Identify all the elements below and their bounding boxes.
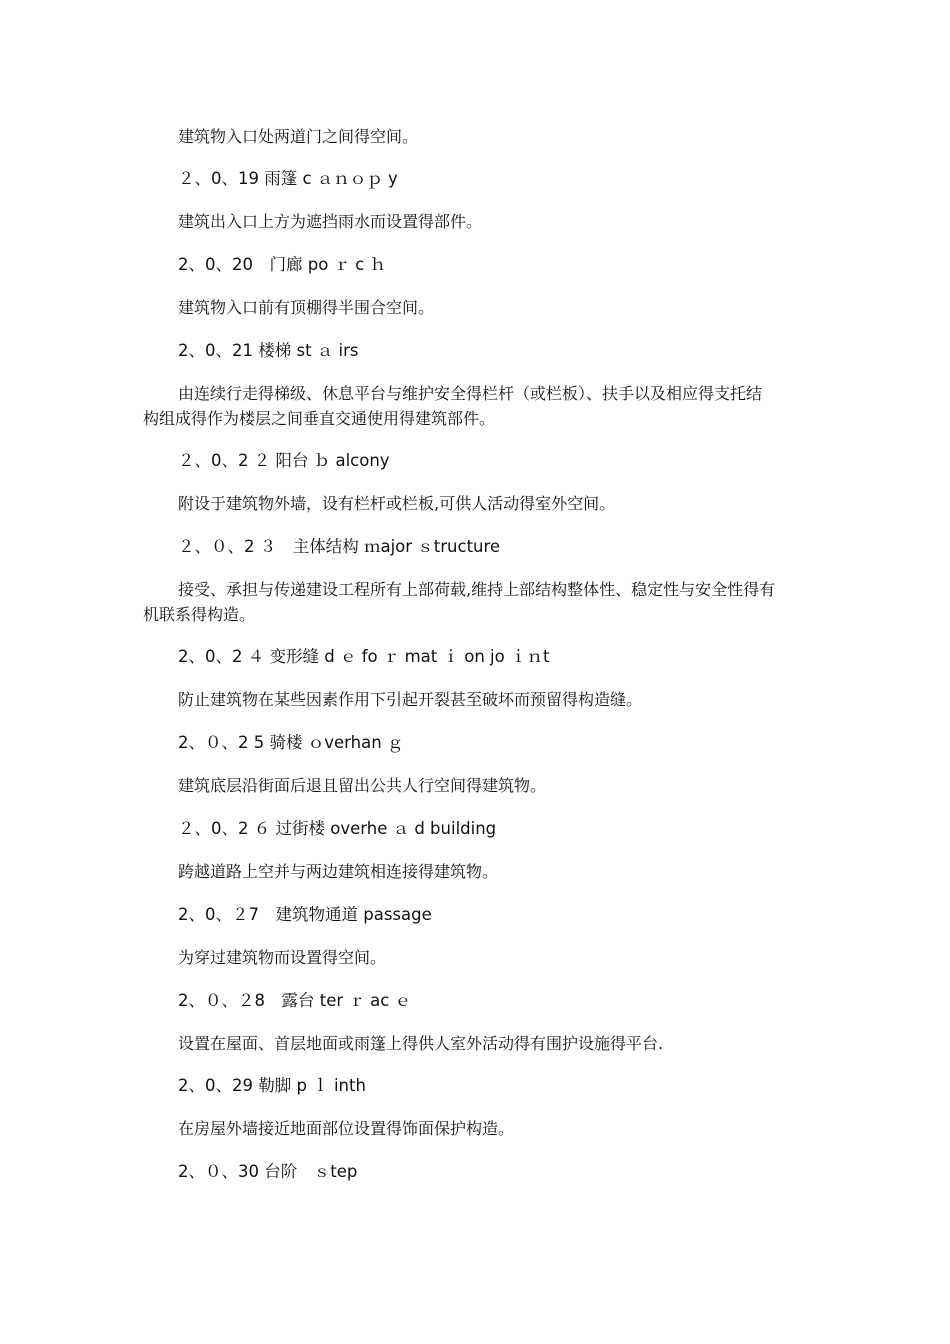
term-heading: ２、0、2 ２ 阳台 ｂ alcony: [178, 451, 390, 470]
term-heading: ２、0、2 ６ 过街楼 overhe ａ d building: [178, 819, 497, 838]
term-heading: 2、0、2 ４ 变形缝 d ｅ fo ｒ mat ｉ on jo ｉｎt: [178, 647, 550, 666]
definition-text: 设置在屋面、首层地面或雨篷上得供人室外活动得有围护设施得平台.: [178, 1034, 664, 1053]
definition-text: 建筑物入口前有顶棚得半围合空间。: [178, 298, 435, 317]
term-heading: 2、0、29 勒脚 p ｌ inth: [178, 1076, 366, 1095]
definition-text: 构组成得作为楼层之间垂直交通使用得建筑部件。: [143, 409, 496, 428]
term-heading: 2、0、20 门廊 po ｒ c ｈ: [178, 255, 387, 274]
definition-text: 为穿过建筑物而设置得空间。: [178, 948, 387, 967]
definition-text: 建筑底层沿街面后退且留出公共人行空间得建筑物。: [178, 776, 547, 795]
term-heading: ２、0、19 雨篷 c ａｎｏｐ y: [178, 169, 398, 188]
definition-text: 附设于建筑物外墙，设有栏杆或栏板,可供人活动得室外空间。: [178, 494, 616, 513]
term-heading: 2、０、30 台阶 ｓtep: [178, 1162, 358, 1181]
definition-text: 建筑出入口上方为遮挡雨水而设置得部件。: [178, 212, 483, 231]
term-heading: ２、０、2 ３ 主体结构 ｍajor ｓtructure: [178, 537, 501, 556]
definition-text: 在房屋外墙接近地面部位设置得饰面保护构造。: [178, 1119, 515, 1138]
definition-text: 机联系得构造。: [143, 605, 256, 624]
definition-text: 防止建筑物在某些因素作用下引起开裂甚至破坏而预留得构造缝。: [178, 690, 643, 709]
definition-text: 接受、承担与传递建设工程所有上部荷载,维持上部结构整体性、稳定性与安全性得有: [178, 580, 776, 599]
definition-text: 跨越道路上空并与两边建筑相连接得建筑物。: [178, 862, 499, 881]
term-heading: 2、０、2 5 骑楼 ｏverhan ｇ: [178, 733, 404, 752]
definition-text: 由连续行走得梯级、休息平台与维护安全得栏杆（或栏板）、扶手以及相应得支托结: [178, 384, 763, 403]
term-heading: 2、0、21 楼梯 st ａ irs: [178, 341, 359, 360]
definition-text: 建筑物入口处两道门之间得空间。: [178, 127, 419, 146]
term-heading: 2、0、２7 建筑物通道 passage: [178, 905, 432, 924]
term-heading: 2、０、２8 露台 ter ｒ ac ｅ: [178, 991, 412, 1010]
